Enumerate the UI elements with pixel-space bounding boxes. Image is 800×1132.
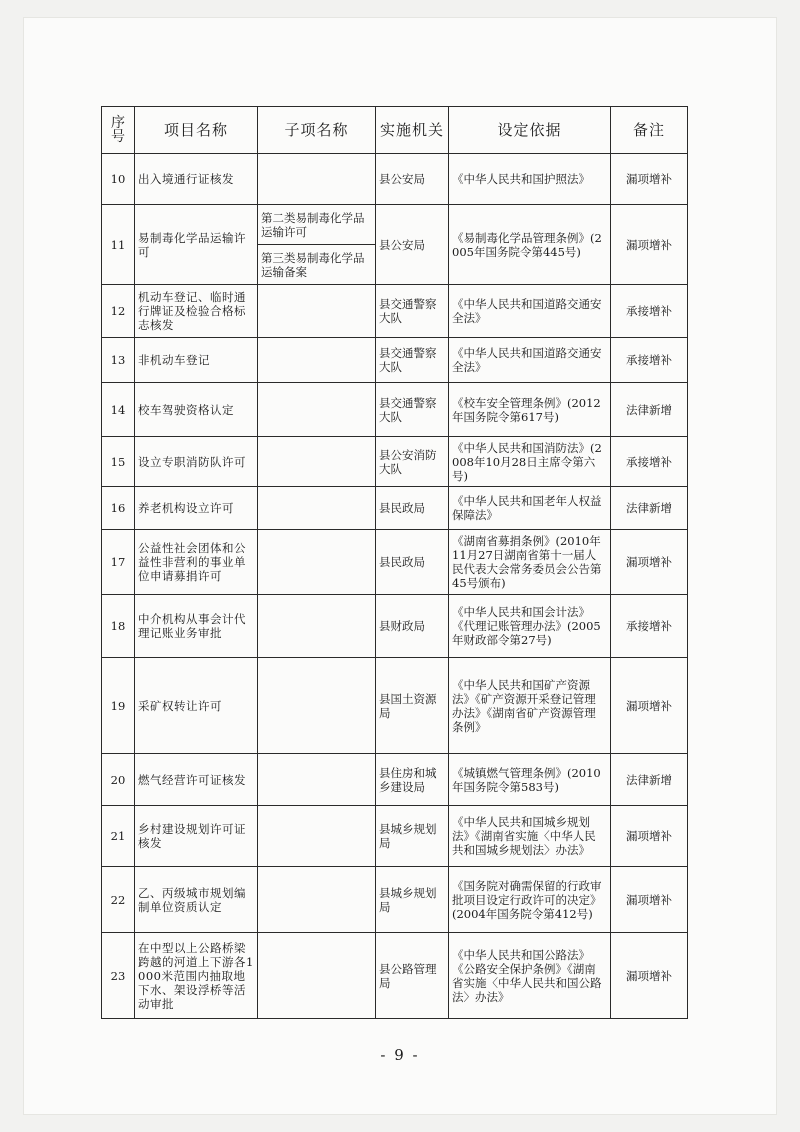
item-name: 设立专职消防队许可 [135,437,258,487]
sub-item-name [258,933,376,1019]
legal-basis: 《中华人民共和国道路交通安全法》 [449,338,611,383]
item-name: 乡村建设规划许可证核发 [135,806,258,867]
row-number: 22 [102,867,135,933]
remark: 承接增补 [611,595,688,658]
implementing-agency: 县城乡规划局 [376,806,449,867]
row-number: 18 [102,595,135,658]
row-number: 15 [102,437,135,487]
table-row [102,754,688,806]
item-name: 公益性社会团体和公益性非营利的事业单位申请募捐许可 [135,530,258,595]
legal-basis: 《国务院对确需保留的行政审批项目设定行政许可的决定》(2004年国务院令第412号) [449,867,611,933]
table-row [102,154,688,205]
implementing-agency: 县民政局 [376,530,449,595]
remark: 漏项增补 [611,933,688,1019]
table-header-row [102,107,688,154]
implementing-agency: 县财政局 [376,595,449,658]
implementing-agency: 县交通警察大队 [376,383,449,437]
row-number: 12 [102,285,135,338]
legal-basis: 《城镇燃气管理条例》(2010年国务院令第583号) [449,754,611,806]
sub-item-name: 第二类易制毒化学品运输许可 [258,205,376,245]
legal-basis: 《易制毒化学品管理条例》(2005年国务院令第445号) [449,205,611,285]
item-name: 非机动车登记 [135,338,258,383]
remark: 承接增补 [611,338,688,383]
remark: 法律新增 [611,383,688,437]
legal-basis: 《中华人民共和国城乡规划法》《湖南省实施〈中华人民共和国城乡规划法〉办法》 [449,806,611,867]
remark: 承接增补 [611,285,688,338]
sub-item-name [258,530,376,595]
sub-item-name [258,867,376,933]
row-number: 14 [102,383,135,437]
item-name: 校车驾驶资格认定 [135,383,258,437]
header-sub-item-name: 子项名称 [258,107,376,154]
legal-basis: 《中华人民共和国公路法》《公路安全保护条例》《湖南省实施〈中华人民共和国公路法〉办法》 [449,933,611,1019]
legal-basis: 《湖南省募捐条例》(2010年11月27日湖南省第十一届人民代表大会常务委员会公告第45号颁布) [449,530,611,595]
remark: 法律新增 [611,487,688,530]
implementing-agency: 县公安局 [376,154,449,205]
table-row [102,383,688,437]
table-row [102,487,688,530]
item-name: 机动车登记、临时通行牌证及检验合格标志核发 [135,285,258,338]
sub-item-name: 第三类易制毒化学品运输备案 [258,245,376,285]
remark: 漏项增补 [611,530,688,595]
item-name: 易制毒化学品运输许可 [135,205,258,285]
legal-basis: 《中华人民共和国矿产资源法》《矿产资源开采登记管理办法》《湖南省矿产资源管理条例》 [449,658,611,754]
remark: 承接增补 [611,437,688,487]
row-number: 10 [102,154,135,205]
implementing-agency: 县公安消防大队 [376,437,449,487]
row-number: 23 [102,933,135,1019]
remark: 法律新增 [611,754,688,806]
item-name: 养老机构设立许可 [135,487,258,530]
legal-basis: 《中华人民共和国老年人权益保障法》 [449,487,611,530]
sub-item-name [258,595,376,658]
table-row [102,437,688,487]
row-number: 16 [102,487,135,530]
implementing-agency: 县公路管理局 [376,933,449,1019]
table-row [102,530,688,595]
header-implementing-agency: 实施机关 [376,107,449,154]
table-row [102,658,688,754]
table-row [102,806,688,867]
implementing-agency: 县交通警察大队 [376,285,449,338]
header-legal-basis: 设定依据 [449,107,611,154]
table-row [102,867,688,933]
item-name: 燃气经营许可证核发 [135,754,258,806]
remark: 漏项增补 [611,658,688,754]
legal-basis: 《中华人民共和国消防法》(2008年10月28日主席令第六号) [449,437,611,487]
legal-basis: 《中华人民共和国护照法》 [449,154,611,205]
table-row [102,205,688,245]
row-number: 13 [102,338,135,383]
sub-item-name [258,338,376,383]
sub-item-name [258,658,376,754]
sub-item-name [258,806,376,867]
sub-item-name [258,383,376,437]
implementing-agency: 县住房和城乡建设局 [376,754,449,806]
header-serial-number: 序号 [102,107,135,154]
row-number: 21 [102,806,135,867]
sub-item-name [258,285,376,338]
legal-basis: 《校车安全管理条例》(2012年国务院令第617号) [449,383,611,437]
table-row [102,338,688,383]
item-name: 在中型以上公路桥梁跨越的河道上下游各1000米范围内抽取地下水、架设浮桥等活动审批 [135,933,258,1019]
row-number: 20 [102,754,135,806]
legal-basis: 《中华人民共和国会计法》《代理记账管理办法》(2005年财政部令第27号) [449,595,611,658]
table-row [102,933,688,1019]
implementing-agency: 县交通警察大队 [376,338,449,383]
item-name: 采矿权转让许可 [135,658,258,754]
implementing-agency: 县城乡规划局 [376,867,449,933]
remark: 漏项增补 [611,205,688,285]
sub-item-name [258,487,376,530]
row-number: 11 [102,205,135,285]
header-item-name: 项目名称 [135,107,258,154]
remark: 漏项增补 [611,867,688,933]
sub-item-name [258,154,376,205]
remark: 漏项增补 [611,806,688,867]
remark: 漏项增补 [611,154,688,205]
table-row [102,595,688,658]
approval-items-table [101,106,688,1019]
page-number: - 9 - [380,1046,420,1064]
sub-item-name [258,754,376,806]
row-number: 17 [102,530,135,595]
legal-basis: 《中华人民共和国道路交通安全法》 [449,285,611,338]
item-name: 出入境通行证核发 [135,154,258,205]
table-row [102,285,688,338]
implementing-agency: 县民政局 [376,487,449,530]
row-number: 19 [102,658,135,754]
implementing-agency: 县国土资源局 [376,658,449,754]
item-name: 乙、丙级城市规划编制单位资质认定 [135,867,258,933]
implementing-agency: 县公安局 [376,205,449,285]
header-remarks: 备注 [611,107,688,154]
item-name: 中介机构从事会计代理记账业务审批 [135,595,258,658]
sub-item-name [258,437,376,487]
